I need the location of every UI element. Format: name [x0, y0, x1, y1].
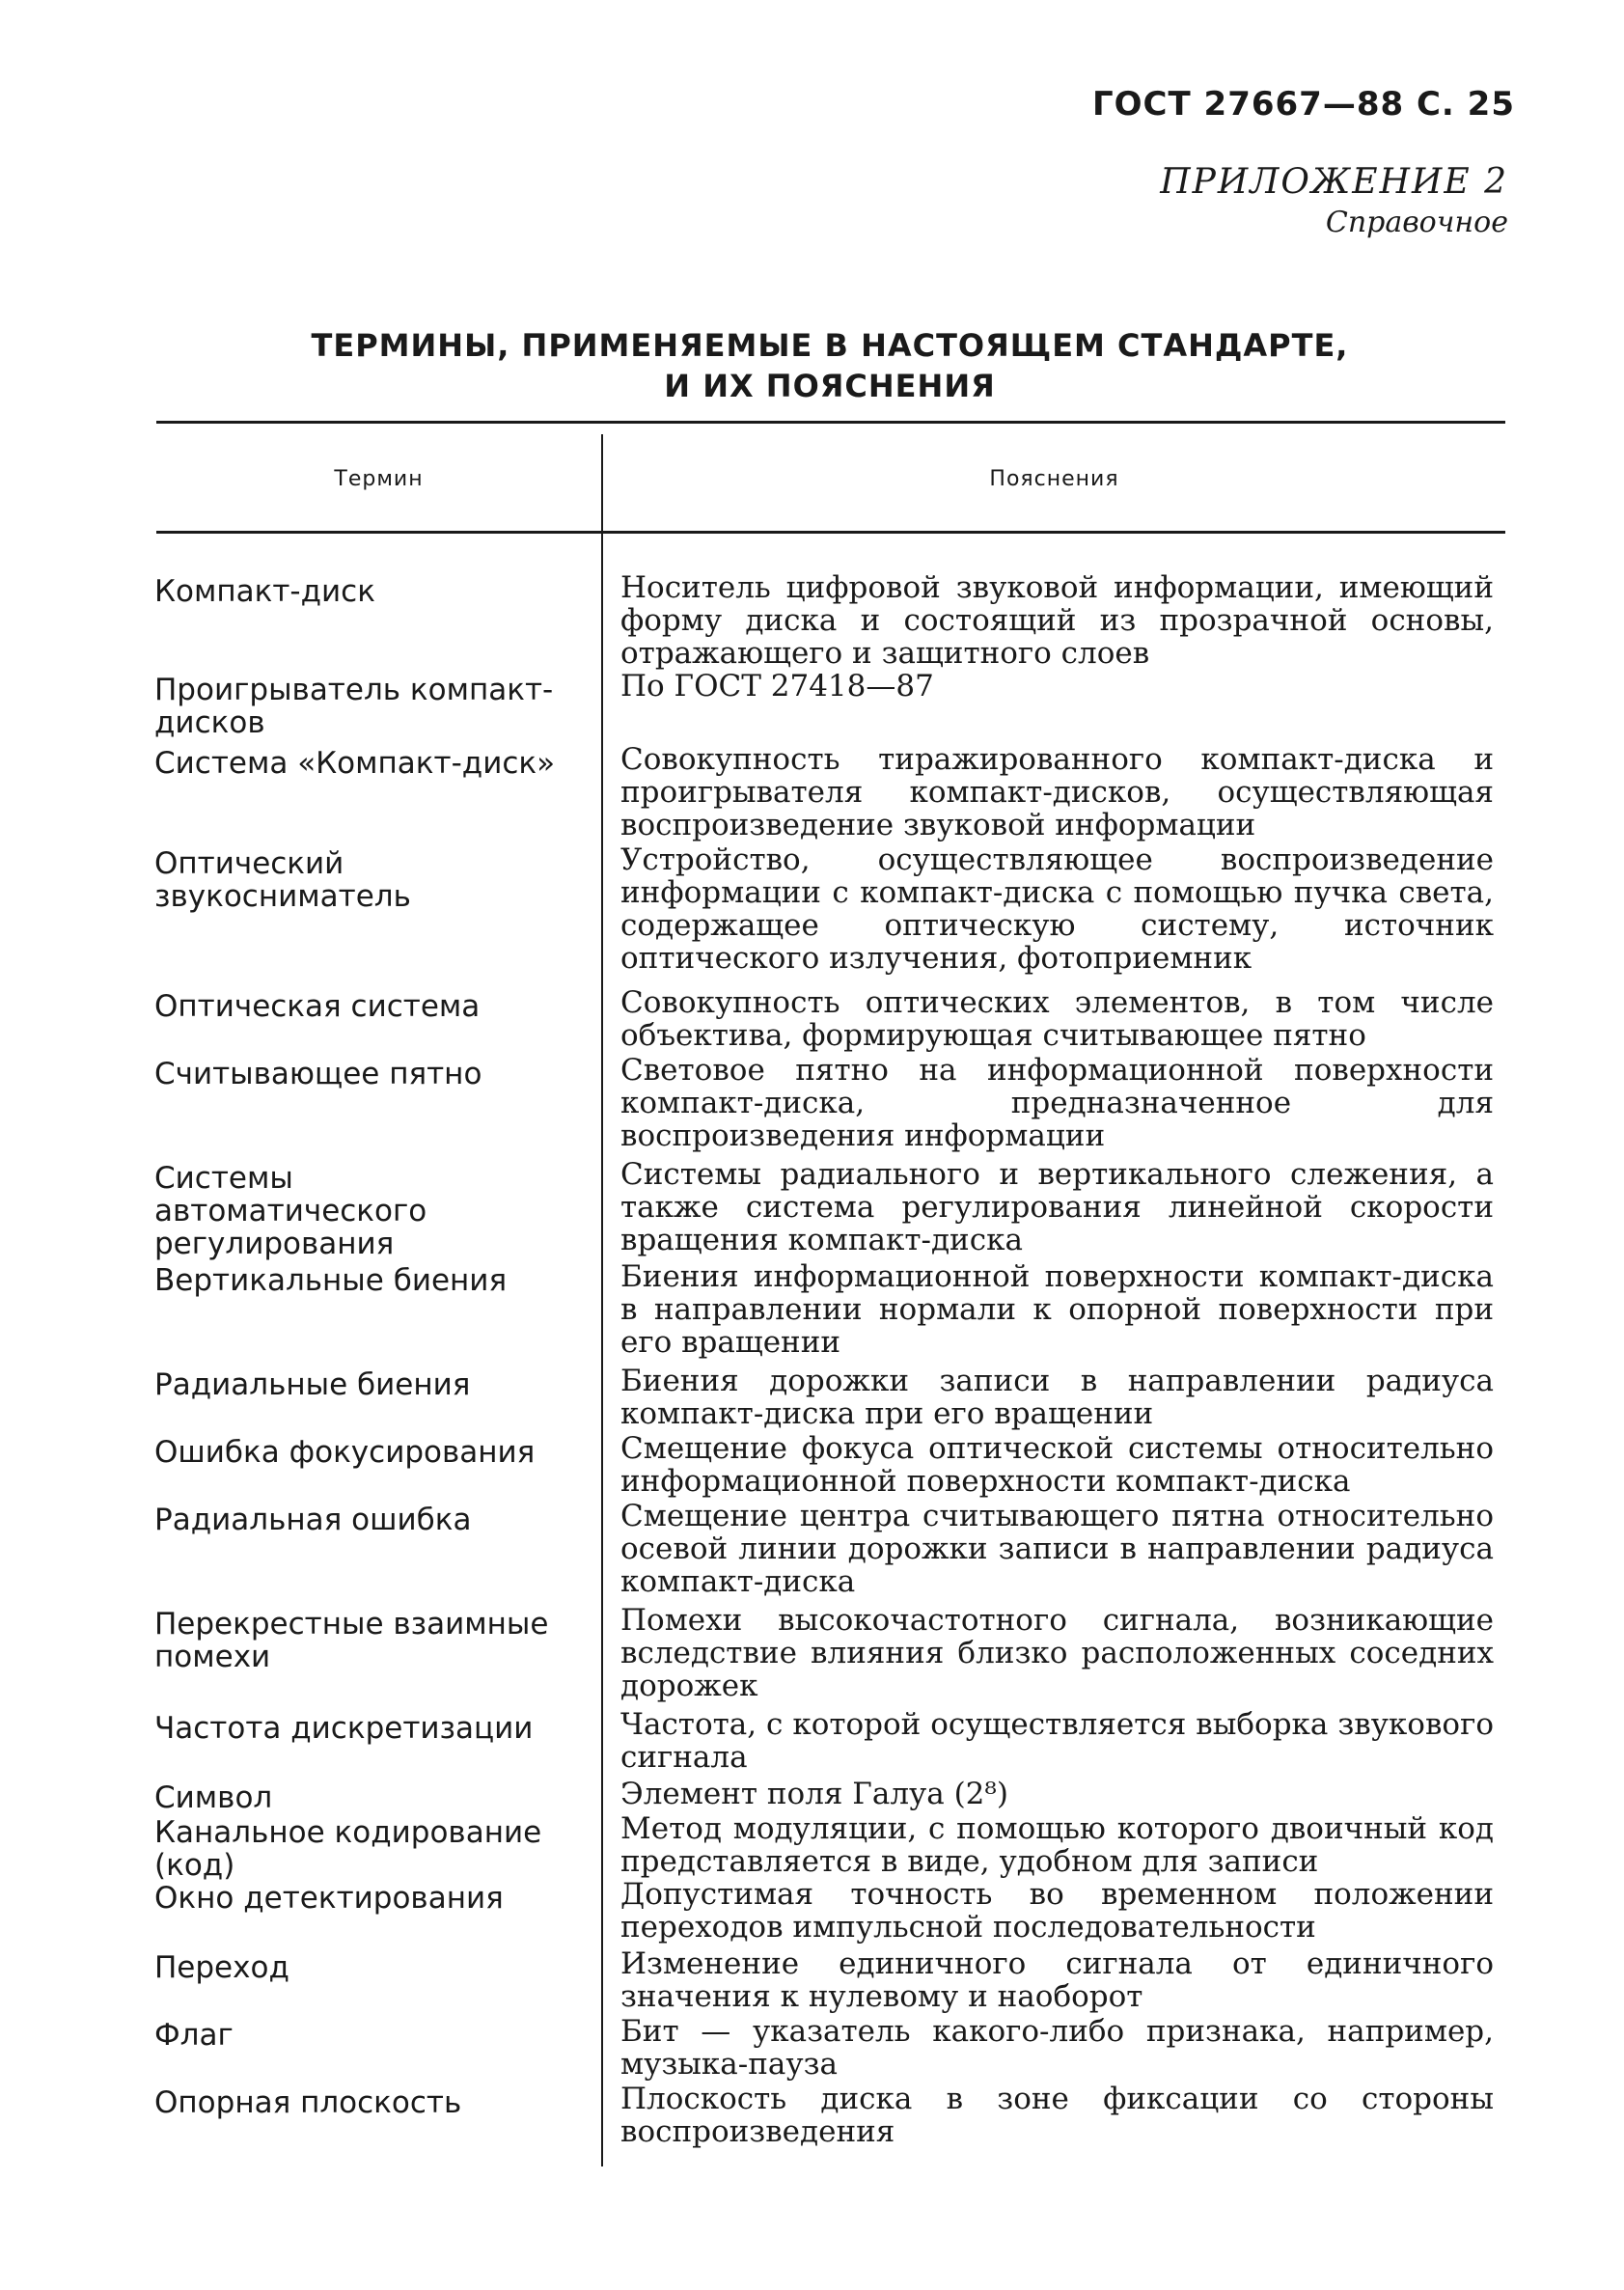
appendix-block	[1160, 162, 1508, 239]
table-row	[154, 1432, 1525, 1500]
table-header-rule	[156, 531, 1505, 534]
table-row	[154, 1708, 1525, 1778]
table-row	[154, 743, 1525, 843]
table-row	[154, 1878, 1525, 1947]
explanation-cell: Изменение единичного сигнала от единичного значения к нулевому и наоборот	[620, 1946, 1494, 2014]
table-row	[154, 1500, 1525, 1604]
term-cell: Опорная плоскость	[154, 2085, 462, 2120]
explanation-cell: Допустимая точность во временном положении переходов импульсной последовательности	[620, 1877, 1494, 1945]
table-row	[154, 2015, 1525, 2083]
term-cell: Оптическая система	[154, 989, 481, 1024]
term-cell: Переход	[154, 1950, 289, 1985]
explanation-cell: Совокупность тиражированного компакт-диска и проигрывателя компакт-дисков, осуществляющая воспроизведение звуковой информации	[620, 742, 1494, 842]
term-cell: Частота дискретизации	[154, 1711, 534, 1746]
terms-table-body	[154, 571, 1525, 2152]
explanation-cell: Смещение фокуса оптической системы относительно информационной поверхности компакт-диска	[620, 1431, 1494, 1499]
term-cell: Канальное кодирование (код)	[154, 1815, 542, 1883]
explanation-cell: Частота, с которой осуществляется выборка звукового сигнала	[620, 1707, 1494, 1775]
table-row	[154, 986, 1525, 1054]
document-title-line-1: ТЕРМИНЫ, ПРИМЕНЯЕМЫЕ В НАСТОЯЩЕМ СТАНДАРТЕ,	[311, 327, 1349, 364]
explanation-cell: Носитель цифровой звуковой информации, имеющий форму диска и состоящий из прозрачной основы, отражающего и защитного слоев	[620, 570, 1494, 671]
explanation-cell: Элемент поля Галуа (2⁸)	[620, 1777, 1008, 1811]
explanation-cell: Метод модуляции, с помощью которого двоичный код представляется в виде, удобном для записи	[620, 1811, 1494, 1879]
table-row	[154, 843, 1525, 986]
explanation-cell: Совокупность оптических элементов, в том числе объектива, формирующая считывающее пятно	[620, 985, 1494, 1053]
term-cell: Окно детектирования	[154, 1881, 504, 1916]
explanation-cell: Световое пятно на информационной поверхности компакт-диска, предназначенное для воспроизведения информации	[620, 1053, 1494, 1153]
term-cell: Вертикальные биения	[154, 1263, 508, 1298]
term-cell: Считывающее пятно	[154, 1057, 482, 1091]
appendix-title: ПРИЛОЖЕНИЕ 2	[1160, 162, 1508, 202]
term-cell: Системы автоматического регулирования	[154, 1161, 427, 1261]
explanation-cell: Биения информационной поверхности компакт-диска в направлении нормали к опорной поверхности при его вращении	[620, 1259, 1494, 1360]
explanation-cell: По ГОСТ 27418—87	[620, 669, 934, 704]
term-cell: Оптический звукосниматель	[154, 846, 411, 914]
term-cell: Система «Компакт-диск»	[154, 746, 556, 781]
term-cell: Перекрестные взаимные помехи	[154, 1607, 549, 1674]
table-row	[154, 670, 1525, 743]
term-cell: Ошибка фокусирования	[154, 1435, 536, 1470]
document-title-line-2: И ИХ ПОЯСНЕНИЯ	[664, 368, 996, 404]
table-row	[154, 1811, 1525, 1883]
explanation-cell: Биения дорожки записи в направлении радиуса компакт-диска при его вращении	[620, 1364, 1494, 1431]
table-top-rule	[156, 421, 1505, 424]
explanation-cell: Бит — указатель какого-либо признака, например, музыка-пауза	[620, 2014, 1494, 2082]
term-cell: Флаг	[154, 2018, 234, 2053]
term-cell: Компакт-диск	[154, 574, 375, 609]
document-title	[154, 325, 1505, 406]
table-row	[154, 2083, 1525, 2152]
page-header: ГОСТ 27667—88 С. 25	[1091, 85, 1515, 124]
table-row	[154, 1947, 1525, 2015]
term-cell: Радиальная ошибка	[154, 1503, 472, 1537]
explanation-cell: Плоскость диска в зоне фиксации со стороны воспроизведения	[620, 2082, 1494, 2149]
table-row	[154, 1604, 1525, 1708]
column-header-explanation: Пояснения	[989, 467, 1119, 491]
term-cell: Радиальные биения	[154, 1367, 471, 1402]
table-row	[154, 1365, 1525, 1432]
explanation-cell: Системы радиального и вертикального слежения, а также система регулирования линейной скорости вращения компакт-диска	[620, 1157, 1494, 1257]
table-row	[154, 1158, 1525, 1260]
explanation-cell: Помехи высокочастотного сигнала, возникающие вследствие влияния близко расположенных соседних дорожек	[620, 1603, 1494, 1703]
explanation-cell: Устройство, осуществляющее воспроизведение информации с компакт-диска с помощью пучка света, содержащее оптическую систему, источник оптического излучения, фотоприемник	[620, 842, 1494, 976]
column-header-term: Термин	[334, 467, 424, 491]
explanation-cell: Смещение центра считывающего пятна относительно осевой линии дорожки записи в направлении радиуса компакт-диска	[620, 1499, 1494, 1599]
appendix-subtitle: Справочное	[1325, 206, 1508, 239]
table-row	[154, 1260, 1525, 1365]
term-cell: Символ	[154, 1780, 273, 1815]
table-row	[154, 1777, 1525, 1815]
table-row	[154, 1054, 1525, 1158]
term-cell: Проигрыватель компакт-дисков	[154, 673, 554, 740]
table-row	[154, 571, 1525, 670]
